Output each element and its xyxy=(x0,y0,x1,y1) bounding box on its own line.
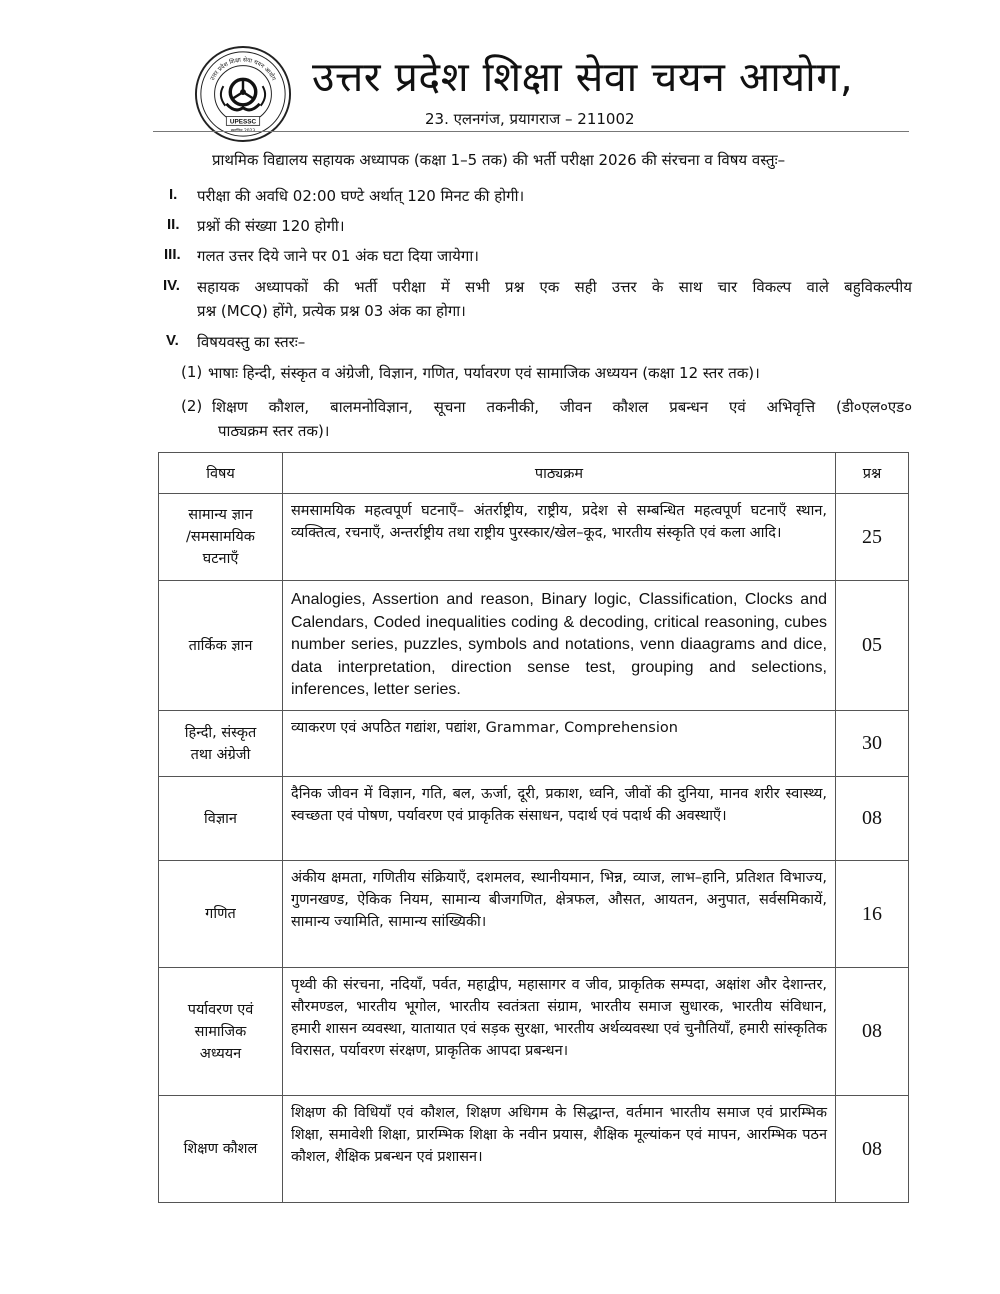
point-text: परीक्षा की अवधि 02:00 घण्टे अर्थात् 120 मिनट की होगी। xyxy=(197,187,525,205)
seal-arc-text: उत्तर प्रदेश शिक्षा सेवा चयन आयोग xyxy=(209,57,277,82)
subject-line: गणित xyxy=(205,906,236,922)
header-syllabus: पाठ्यक्रम xyxy=(283,453,836,494)
syllabus-cell: Analogies, Assertion and reason, Binary logic, Classification, Clocks and Calendars, Coded inequalities coding & decoding, critical reasoning, cubes number series, puzzles, symbols and notations, venn diaagrams and dice, data interpretation, direction sense test, grouping and selections, inferences, letter series. xyxy=(283,581,836,711)
point-number: III. xyxy=(164,246,181,263)
syllabus-cell: शिक्षण की विधियाँ एवं कौशल, शिक्षण अधिगम के सिद्धान्त, वर्तमान भारतीय समाज एवं प्रारम्भिक शिक्षा, समावेशी शिक्षा, प्रारम्भिक शिक्षा के नवीन प्रयास, शैक्षिक मूल्यांकन एवं मापन, आरम्भिक पठन कौशल, शैक्षिक प्रबन्धन एवं प्रशासन। xyxy=(283,1096,836,1203)
question-count: 08 xyxy=(836,1096,909,1203)
question-count: 08 xyxy=(836,968,909,1096)
syllabus-cell: दैनिक जीवन में विज्ञान, गति, बल, ऊर्जा, दूरी, प्रकाश, ध्वनि, जीवों की दुनिया, मानव शरीर स्वास्थ्य, स्वच्छता एवं पोषण, पर्यावरण एवं प्राकृतिक संसाधन, पदार्थ एवं पदार्थ की अवस्थाएँ। xyxy=(283,777,836,861)
subject-line: पर्यावरण एवं xyxy=(187,1001,254,1018)
intro-text: प्राथमिक विद्यालय सहायक अध्यापक (कक्षा 1–5 तक) की भर्ती परीक्षा 2026 की संरचना व विषय वस्तुः– xyxy=(212,151,786,169)
syllabus-cell: समसामयिक महत्वपूर्ण घटनाएँ– अंतर्राष्ट्रीय, राष्ट्रीय, प्रदेश से सम्बन्धित महत्वपूर्ण घटनाएँ स्थान, व्यक्तित्व, रचनाएँ, अन्तर्राष्ट्रीय तथा राष्ट्रीय पुरस्कार/खेल–कूद, भारतीय संस्कृति एवं कला आदि। xyxy=(283,494,836,581)
point-text: गलत उत्तर दिये जाने पर 01 अंक घटा दिया जायेगा। xyxy=(197,247,479,265)
subject-line: /समसामयिक xyxy=(186,529,255,545)
subject-line: अध्ययन xyxy=(199,1045,242,1062)
seal-label: UPESSC xyxy=(229,118,257,126)
header-questions: प्रश्न xyxy=(836,453,909,494)
subject-cell xyxy=(159,968,283,1096)
syllabus-cell: व्याकरण एवं अपठित गद्यांश, पद्यांश, Grammar, Comprehension xyxy=(283,711,836,777)
subject-line: शिक्षण कौशल xyxy=(183,1141,258,1157)
level-text: शिक्षण कौशल, बालमनोविज्ञान, सूचना तकनीकी, जीवन कौशल प्रबन्धन एवं अभिवृत्ति (डी०एल०एड० xyxy=(212,398,912,416)
point-number: V. xyxy=(166,332,179,349)
level-text: भाषाः हिन्दी, संस्कृत व अंग्रेजी, विज्ञान, गणित, पर्यावरण एवं सामाजिक अध्ययन (कक्षा 12 स्तर तक)। xyxy=(208,364,760,382)
syllabus-cell: पृथ्वी की संरचना, नदियाँ, पर्वत, महाद्वीप, महासागर व जीव, प्राकृतिक सम्पदा, अक्षांश और देशान्तर, सौरमण्डल, भारतीय भूगोल, भारतीय स्वतंत्रता संग्राम, भारतीय समाज सुधारक, भारतीय संविधान, हमारी शासन व्यवस्था, यातायात एवं सड़क सुरक्षा, भारतीय अर्थव्यवस्था एवं चुनौतियाँ, हमारी सांस्कृतिक विरासत, पर्यावरण संरक्षण, प्राकृतिक आपदा प्रबन्धन। xyxy=(283,968,836,1096)
table-row xyxy=(159,968,909,1096)
question-count: 16 xyxy=(836,861,909,968)
subject-cell xyxy=(159,581,283,711)
header-subject: विषय xyxy=(159,453,283,494)
subject-cell xyxy=(159,777,283,861)
point-text: विषयवस्तु का स्तरः– xyxy=(197,333,306,351)
question-count: 25 xyxy=(836,494,909,581)
question-count: 08 xyxy=(836,777,909,861)
table-row xyxy=(159,1096,909,1203)
table-row xyxy=(159,861,909,968)
subject-line: हिन्दी, संस्कृत xyxy=(184,724,257,741)
org-title: उत्तर प्रदेश शिक्षा सेवा चयन आयोग, xyxy=(312,53,854,101)
subject-line: घटनाएँ xyxy=(202,551,239,567)
point-number: IV. xyxy=(163,277,180,294)
subject-cell xyxy=(159,861,283,968)
subject-line: तार्किक ज्ञान xyxy=(188,637,253,654)
level-text-continued: पाठ्यक्रम स्तर तक)। xyxy=(218,422,330,440)
table-row xyxy=(159,711,909,777)
subject-line: तथा अंग्रेजी xyxy=(190,746,251,763)
org-address: 23. एलनगंज, प्रयागराज – 211002 xyxy=(425,110,635,128)
table-header-row xyxy=(159,453,909,494)
subject-line: सामाजिक xyxy=(194,1023,247,1040)
question-count: 30 xyxy=(836,711,909,777)
table-row xyxy=(159,581,909,711)
subject-line: सामान्य ज्ञान xyxy=(188,507,253,523)
seal-year: स्थापित 2023 xyxy=(230,129,256,135)
point-text: प्रश्न (MCQ) होंगे, प्रत्येक प्रश्न 03 अंक का होगा। xyxy=(197,302,466,320)
syllabus-table xyxy=(158,452,909,1203)
header-divider xyxy=(153,131,909,132)
point-text: सहायक अध्यापकों की भर्ती परीक्षा में सभी प्रश्न एक सही उत्तर के साथ चार विकल्प वाले बहुविकल्पीय xyxy=(197,278,912,296)
point-text: प्रश्नों की संख्या 120 होगी। xyxy=(197,217,345,235)
table-row xyxy=(159,777,909,861)
subject-cell xyxy=(159,1096,283,1203)
subject-cell xyxy=(159,494,283,581)
subject-line: विज्ञान xyxy=(204,810,237,827)
level-number: (1) xyxy=(181,363,203,381)
subject-cell xyxy=(159,711,283,777)
point-number: II. xyxy=(167,216,180,233)
level-number: (2) xyxy=(181,397,203,415)
question-count: 05 xyxy=(836,581,909,711)
upessc-seal-icon xyxy=(194,45,292,143)
point-number: I. xyxy=(169,186,178,203)
table-row xyxy=(159,494,909,581)
syllabus-cell: अंकीय क्षमता, गणितीय संक्रियाएँ, दशमलव, स्थानीयमान, भिन्न, व्याज, लाभ–हानि, प्रतिशत विभाज्य, गुणनखण्ड, ऐकिक नियम, सामान्य बीजगणित, क्षेत्रफल, औसत, आयतन, अनुपात, सर्वसमिकायें, सामान्य ज्यामिति, सामान्य सांख्यिकी। xyxy=(283,861,836,968)
